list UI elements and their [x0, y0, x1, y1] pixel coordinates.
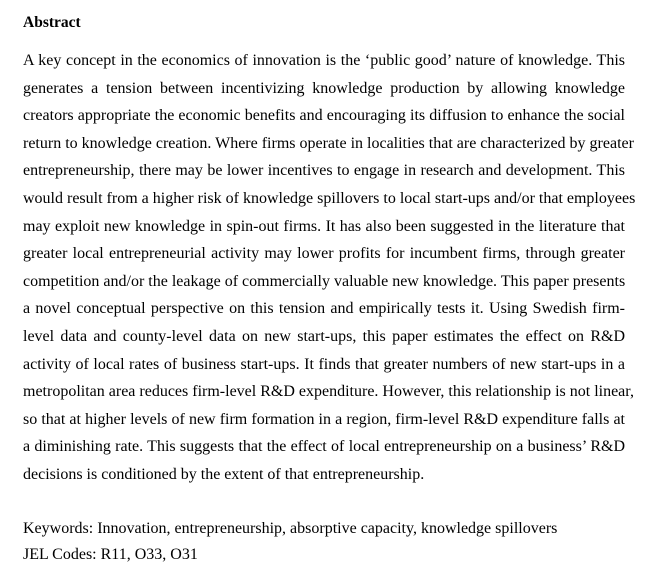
abstract-line: metropolitan area reduces firm-level R&D expenditure. However, this relationship is not linear,: [23, 383, 634, 401]
abstract-line: greater local entrepreneurial activity may lower profits for incumbent firms, through greater: [23, 245, 625, 263]
abstract-line: entrepreneurship, there may be lower incentives to engage in research and development. This: [23, 162, 625, 180]
abstract-line: a diminishing rate. This suggests that the effect of local entrepreneurship on a business’ R&D: [23, 438, 625, 456]
abstract-line: A key concept in the economics of innovation is the ‘public good’ nature of knowledge. This: [23, 52, 625, 69]
abstract-line: return to knowledge creation. Where firms operate in localities that are characterized by greater: [23, 134, 634, 152]
abstract-line: activity of local rates of business start-ups. It finds that greater numbers of new start-ups in a: [23, 355, 625, 373]
abstract-line: level data and county-level data on new start-ups, this paper estimates the effect on R&D: [23, 327, 625, 345]
abstract-line: so that at higher levels of new firm formation in a region, firm-level R&D expenditure falls at: [23, 410, 625, 428]
keywords-line: Keywords: Innovation, entrepreneurship, absorptive capacity, knowledge spillovers: [23, 520, 558, 537]
abstract-heading: Abstract: [23, 14, 81, 31]
abstract-line: competition and/or the leakage of commercially valuable new knowledge. This paper presents: [23, 272, 626, 290]
abstract-line: generates a tension between incentivizing knowledge production by allowing knowledge: [23, 79, 625, 97]
abstract-line: creators appropriate the economic benefits and encouraging its diffusion to enhance the social: [23, 107, 625, 125]
abstract-line: would result from a higher risk of knowledge spillovers to local start-ups and/or that employees: [23, 189, 636, 207]
abstract-line: may exploit new knowledge in spin-out firms. It has also been suggested in the literature that: [23, 217, 625, 235]
abstract-line: decisions is conditioned by the extent of that entrepreneurship.: [23, 465, 425, 483]
jel-codes-line: JEL Codes: R11, O33, O31: [23, 546, 198, 563]
abstract-line: a novel conceptual perspective on this tension and empirically tests it. Using Swedish firm-: [23, 300, 625, 318]
abstract-paragraph: [23, 47, 636, 489]
